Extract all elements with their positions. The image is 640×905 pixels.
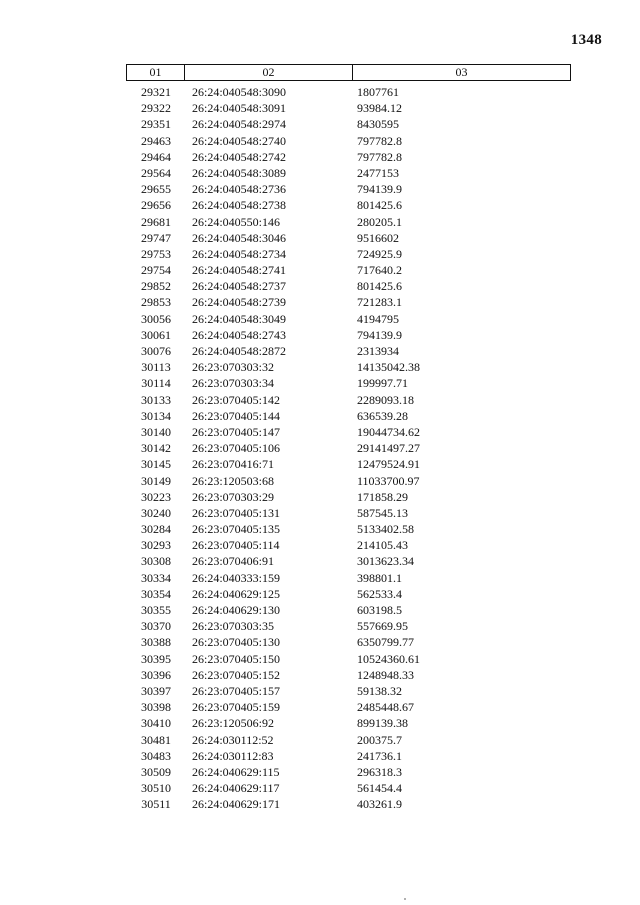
row-id-cell: 29656 xyxy=(141,198,171,213)
table-row xyxy=(126,586,571,602)
table-row xyxy=(126,392,571,408)
value-cell: 636539.28 xyxy=(357,408,408,423)
value-cell: 717640.2 xyxy=(357,263,402,278)
row-id-cell: 29853 xyxy=(141,295,171,310)
cadastral-number-cell: 26:24:040548:3049 xyxy=(192,311,287,326)
row-id-cell: 30388 xyxy=(141,635,171,650)
header-col-03: 03 xyxy=(455,65,468,79)
value-cell: 1248948.33 xyxy=(357,667,414,682)
cadastral-number-cell: 26:23:120503:68 xyxy=(192,473,275,488)
value-cell: 9516602 xyxy=(357,230,399,245)
cadastral-number-cell: 26:24:040629:130 xyxy=(192,603,281,617)
header-col-02: 02 xyxy=(185,65,353,80)
table-row xyxy=(126,84,571,100)
cadastral-number-cell: 26:23:070405:106 xyxy=(192,441,281,456)
table-row xyxy=(126,440,571,456)
row-id-cell: 30114 xyxy=(141,376,171,391)
row-id-cell: 29747 xyxy=(141,230,171,245)
table-row xyxy=(126,133,571,149)
table-row xyxy=(126,262,571,278)
table-row xyxy=(126,780,571,796)
value-cell: 557669.95 xyxy=(357,619,408,634)
value-cell: 19044734.62 xyxy=(357,424,420,439)
cadastral-number-cell: 26:24:040548:2974 xyxy=(192,117,287,132)
value-cell: 1807761 xyxy=(357,85,399,99)
cadastral-number-cell: 26:23:070303:32 xyxy=(192,360,275,375)
table-row xyxy=(126,473,571,489)
cadastral-number-cell: 26:23:070303:35 xyxy=(192,619,275,634)
value-cell: 2477153 xyxy=(357,165,399,180)
cadastral-number-cell: 26:23:070405:152 xyxy=(192,667,281,682)
value-cell: 801425.6 xyxy=(357,279,402,294)
table-row xyxy=(126,764,571,780)
table-row xyxy=(126,796,571,812)
table-row xyxy=(126,359,571,375)
value-cell: 724925.9 xyxy=(357,246,402,261)
table-row xyxy=(126,651,571,667)
value-cell: 5133402.58 xyxy=(357,522,414,537)
row-id-cell: 30284 xyxy=(141,522,171,537)
row-id-cell: 30397 xyxy=(141,683,171,698)
cadastral-number-cell: 26:24:040548:2736 xyxy=(192,182,287,197)
value-cell: 296318.3 xyxy=(357,764,402,779)
table-row xyxy=(126,456,571,472)
value-cell: 794139.9 xyxy=(357,327,402,342)
table-row xyxy=(126,181,571,197)
row-id-cell: 30113 xyxy=(141,360,171,375)
table-row xyxy=(126,100,571,116)
value-cell: 398801.1 xyxy=(357,570,402,585)
table-row xyxy=(126,732,571,748)
value-cell: 2289093.18 xyxy=(357,392,414,407)
table-row xyxy=(126,553,571,569)
cadastral-number-cell: 26:23:070416:71 xyxy=(192,457,275,472)
value-cell: 199997.71 xyxy=(357,376,408,391)
table-row xyxy=(126,570,571,586)
cadastral-number-cell: 26:24:040629:115 xyxy=(192,764,280,779)
table-row xyxy=(126,424,571,440)
cadastral-number-cell: 26:24:040548:2739 xyxy=(192,295,287,310)
table-row xyxy=(126,667,571,683)
row-id-cell: 30142 xyxy=(141,441,171,456)
cadastral-number-cell: 26:24:040548:2742 xyxy=(192,149,287,164)
row-id-cell: 29321 xyxy=(141,85,171,99)
table-row xyxy=(126,408,571,424)
row-id-cell: 30395 xyxy=(141,651,171,666)
cadastral-number-cell: 26:23:070405:147 xyxy=(192,424,281,439)
row-id-cell: 30370 xyxy=(141,619,171,634)
value-cell: 801425.6 xyxy=(357,198,402,213)
row-id-cell: 29463 xyxy=(141,133,171,148)
value-cell: 14135042.38 xyxy=(357,360,420,375)
row-id-cell: 30509 xyxy=(141,764,171,779)
table-row xyxy=(126,197,571,213)
header-col-01: 01 xyxy=(127,65,185,80)
cadastral-number-cell: 26:24:040629:171 xyxy=(192,797,281,812)
row-id-cell: 30481 xyxy=(141,732,171,747)
row-id-cell: 30056 xyxy=(141,311,171,326)
cadastral-number-cell: 26:23:070303:29 xyxy=(192,489,275,504)
value-cell: 6350799.77 xyxy=(357,635,414,650)
cadastral-number-cell: 26:23:070303:34 xyxy=(192,376,275,391)
table-row xyxy=(126,618,571,634)
table-row xyxy=(126,116,571,132)
cadastral-number-cell: 26:24:040548:2741 xyxy=(192,263,287,278)
cadastral-number-cell: 26:24:040548:2737 xyxy=(192,279,287,294)
table-header xyxy=(126,64,571,81)
table-row xyxy=(126,343,571,359)
table-row xyxy=(126,489,571,505)
cadastral-number-cell: 26:23:070405:131 xyxy=(192,505,281,520)
value-cell: 241736.1 xyxy=(357,748,402,763)
table-row xyxy=(126,214,571,230)
value-cell: 899139.38 xyxy=(357,716,408,731)
cadastral-number-cell: 26:24:040548:2743 xyxy=(192,327,287,342)
value-cell: 403261.9 xyxy=(357,797,402,812)
row-id-cell: 30334 xyxy=(141,570,171,585)
table-row xyxy=(126,149,571,165)
row-id-cell: 30133 xyxy=(141,392,171,407)
table-row xyxy=(126,311,571,327)
row-id-cell: 29464 xyxy=(141,149,171,164)
value-cell: 171858.29 xyxy=(357,489,408,504)
value-cell: 59138.32 xyxy=(357,683,402,698)
row-id-cell: 29322 xyxy=(141,101,171,116)
table-row xyxy=(126,537,571,553)
row-id-cell: 30308 xyxy=(141,554,171,569)
row-id-cell: 30149 xyxy=(141,473,171,488)
value-cell: 794139.9 xyxy=(357,182,402,197)
row-id-cell: 30396 xyxy=(141,667,171,682)
row-id-cell: 30145 xyxy=(141,457,171,472)
cadastral-number-cell: 26:24:030112:52 xyxy=(192,732,274,747)
cadastral-number-cell: 26:24:040548:3089 xyxy=(192,165,287,180)
row-id-cell: 30134 xyxy=(141,408,171,423)
cadastral-number-cell: 26:23:070405:157 xyxy=(192,683,281,698)
row-id-cell: 29754 xyxy=(141,263,171,278)
table-row xyxy=(126,683,571,699)
cadastral-number-cell: 26:24:040629:117 xyxy=(192,781,280,796)
table-row xyxy=(126,278,571,294)
row-id-cell: 29351 xyxy=(141,117,171,132)
value-cell: 603198.5 xyxy=(357,603,402,617)
value-cell: 93984.12 xyxy=(357,101,402,116)
value-cell: 4194795 xyxy=(357,311,399,326)
cadastral-number-cell: 26:24:040629:125 xyxy=(192,586,281,601)
table-row xyxy=(126,294,571,310)
table-row xyxy=(126,165,571,181)
value-cell: 12479524.91 xyxy=(357,457,420,472)
table-row xyxy=(126,505,571,521)
cadastral-number-cell: 26:23:070405:142 xyxy=(192,392,281,407)
value-cell: 561454.4 xyxy=(357,781,402,796)
table-row xyxy=(126,375,571,391)
cadastral-number-cell: 26:24:040548:2740 xyxy=(192,133,287,148)
row-id-cell: 30223 xyxy=(141,489,171,504)
table-row xyxy=(126,699,571,715)
value-cell: 797782.8 xyxy=(357,133,402,148)
table-row xyxy=(126,230,571,246)
row-id-cell: 30140 xyxy=(141,424,171,439)
cadastral-number-cell: 26:23:070405:130 xyxy=(192,635,281,650)
row-id-cell: 30410 xyxy=(141,716,171,731)
row-id-cell: 30483 xyxy=(141,748,171,763)
cadastral-number-cell: 26:23:070405:150 xyxy=(192,651,281,666)
page-number: 1348 xyxy=(570,32,602,48)
value-cell: 797782.8 xyxy=(357,149,402,164)
row-id-cell: 30076 xyxy=(141,344,171,358)
table-row xyxy=(126,327,571,343)
cadastral-number-cell: 26:24:040548:3091 xyxy=(192,101,287,116)
value-cell: 587545.13 xyxy=(357,505,408,520)
row-id-cell: 30511 xyxy=(141,797,171,812)
cadastral-number-cell: 26:23:070405:135 xyxy=(192,522,281,537)
cadastral-number-cell: 26:24:040548:2738 xyxy=(192,198,287,213)
row-id-cell: 30355 xyxy=(141,603,171,617)
row-id-cell: 29852 xyxy=(141,279,171,294)
row-id-cell: 30240 xyxy=(141,505,171,520)
row-id-cell: 30398 xyxy=(141,700,171,715)
value-cell: 29141497.27 xyxy=(357,441,420,456)
row-id-cell: 29655 xyxy=(141,182,171,197)
value-cell: 10524360.61 xyxy=(357,651,420,666)
cadastral-number-cell: 26:24:040550:146 xyxy=(192,214,281,229)
cadastral-number-cell: 26:24:040548:2734 xyxy=(192,246,287,261)
table-row xyxy=(126,521,571,537)
row-id-cell: 30510 xyxy=(141,781,171,796)
cadastral-number-cell: 26:24:040548:3090 xyxy=(192,85,287,99)
row-id-cell: 29753 xyxy=(141,246,171,261)
cadastral-number-cell: 26:24:040333:159 xyxy=(192,570,281,585)
scan-speck xyxy=(404,898,406,900)
cadastral-number-cell: 26:23:070405:159 xyxy=(192,700,281,715)
value-cell: 2313934 xyxy=(357,344,399,358)
table-body xyxy=(126,84,571,812)
table-row xyxy=(126,748,571,764)
value-cell: 721283.1 xyxy=(357,295,402,310)
data-table xyxy=(126,64,571,812)
row-id-cell: 30061 xyxy=(141,327,171,342)
value-cell: 280205.1 xyxy=(357,214,402,229)
row-id-cell: 29681 xyxy=(141,214,171,229)
row-id-cell: 30293 xyxy=(141,538,171,553)
value-cell: 3013623.34 xyxy=(357,554,414,569)
table-row xyxy=(126,602,571,618)
value-cell: 562533.4 xyxy=(357,586,402,601)
cadastral-number-cell: 26:24:030112:83 xyxy=(192,748,274,763)
cadastral-number-cell: 26:23:070406:91 xyxy=(192,554,275,569)
table-row xyxy=(126,715,571,731)
cadastral-number-cell: 26:24:040548:3046 xyxy=(192,230,287,245)
table-row xyxy=(126,246,571,262)
value-cell: 2485448.67 xyxy=(357,700,414,715)
cadastral-number-cell: 26:23:120506:92 xyxy=(192,716,275,731)
row-id-cell: 29564 xyxy=(141,165,171,180)
cadastral-number-cell: 26:24:040548:2872 xyxy=(192,344,287,358)
row-id-cell: 30354 xyxy=(141,586,171,601)
value-cell: 11033700.97 xyxy=(357,473,420,488)
table-row xyxy=(126,634,571,650)
value-cell: 8430595 xyxy=(357,117,399,132)
value-cell: 200375.7 xyxy=(357,732,402,747)
cadastral-number-cell: 26:23:070405:144 xyxy=(192,408,281,423)
cadastral-number-cell: 26:23:070405:114 xyxy=(192,538,280,553)
value-cell: 214105.43 xyxy=(357,538,408,553)
